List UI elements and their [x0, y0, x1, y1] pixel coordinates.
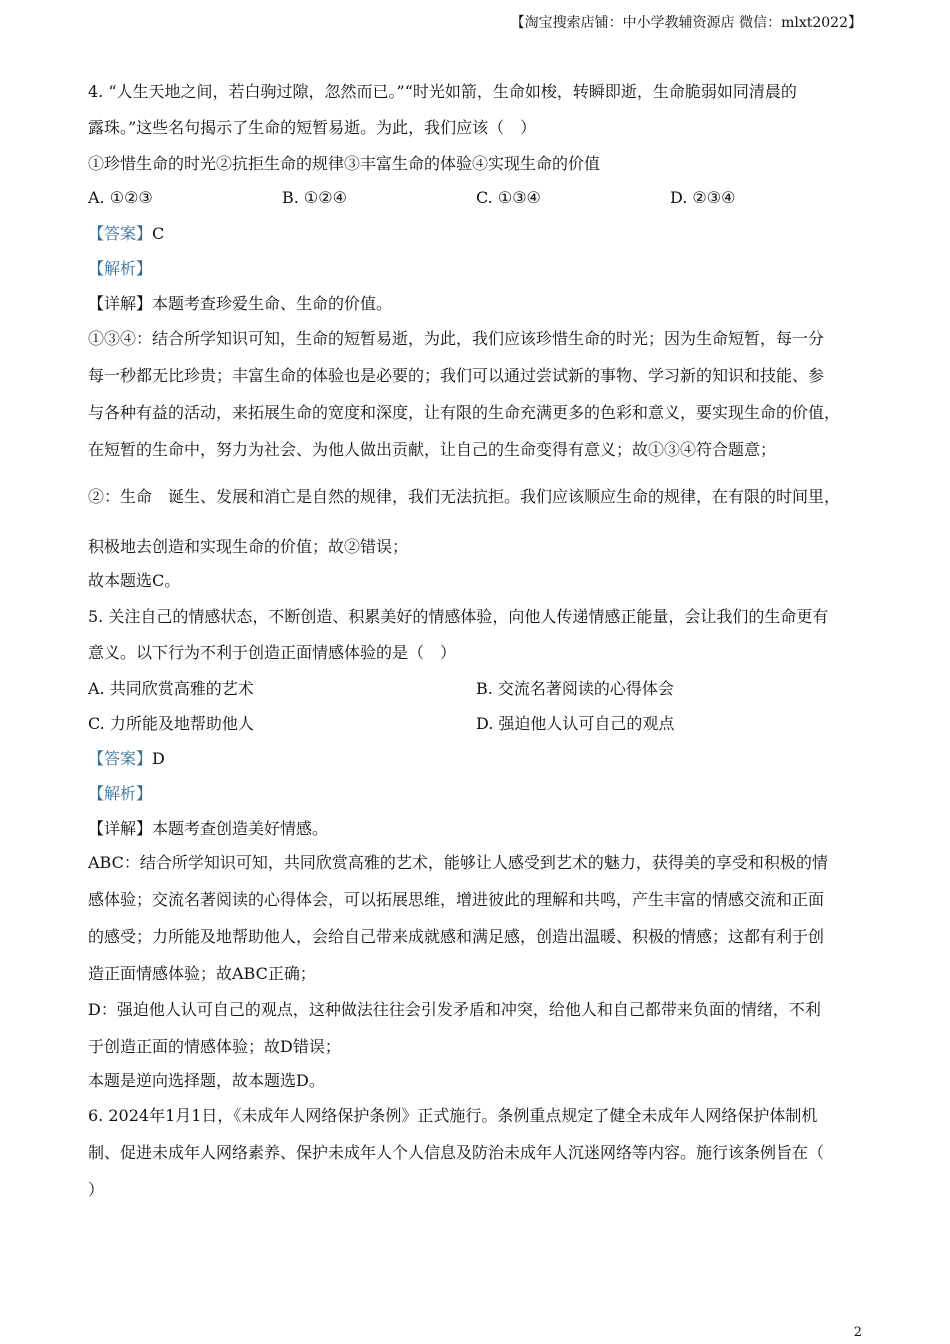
page-number: 2 — [853, 1325, 862, 1340]
q5-detail-line-7: 于创造正面的情感体验；故D错误； — [88, 1037, 341, 1056]
q6-stem-line-3: ） — [88, 1180, 105, 1199]
q4-detail-line-1: 【详解】本题考查珍爱生命、生命的价值。 — [88, 294, 393, 313]
q5-analysis-tag: 【解析】 — [88, 784, 153, 803]
answer-tag: 【答案】 — [88, 224, 153, 243]
q4-option-c: C. ①③④ — [476, 188, 541, 207]
q5-option-c: C. 力所能及地帮助他人 — [88, 714, 254, 733]
page-header: 【淘宝搜索店铺：中小学教辅资源店 微信：mlxt2022】 — [510, 15, 862, 31]
answer-tag: 【答案】 — [88, 749, 153, 768]
q5-stem-line-2: 意义。以下行为不利于创造正面情感体验的是（ ） — [88, 643, 457, 662]
q6-stem-line-1: 6. 2024年1月1日，《未成年人网络保护条例》正式施行。条例重点规定了健全未成年人网络保护体制机 — [88, 1106, 818, 1125]
q5-answer: D — [152, 749, 165, 768]
q5-option-d: D. 强迫他人认可自己的观点 — [476, 714, 675, 733]
q6-stem-line-2: 制、促进未成年人网络素养、保护未成年人个人信息及防治未成年人沉迷网络等内容。施行该条例旨在（ — [88, 1143, 825, 1162]
q5-detail-line-8: 本题是逆向选择题，故本题选D。 — [88, 1071, 325, 1090]
q4-detail-line-2: ①③④：结合所学知识可知，生命的短暂易逝，为此，我们应该珍惜生命的时光；因为生命短暂，每一分 — [88, 329, 825, 348]
q4-analysis-tag: 【解析】 — [88, 259, 153, 278]
q4-detail-line-8: 故本题选C。 — [88, 571, 181, 590]
q4-items: ①珍惜生命的时光②抗拒生命的规律③丰富生命的体验④实现生命的价值 — [88, 154, 601, 173]
q5-detail-line-4: 的感受；力所能及地帮助他人，会给自己带来成就感和满足感，创造出温暖、积极的情感；这都有利于创 — [88, 927, 825, 946]
q4-detail-line-4: 与各种有益的活动，来拓展生命的宽度和深度，让有限的生命充满更多的色彩和意义，要实现生命的价值， — [88, 403, 841, 422]
q4-detail-line-5: 在短暂的生命中，努力为社会、为他人做出贡献，让自己的生命变得有意义；故①③④符合题意； — [88, 440, 777, 459]
q4-option-a: A. ①②③ — [88, 188, 153, 207]
q4-option-b: B. ①②④ — [282, 188, 347, 207]
q4-option-d: D. ②③④ — [670, 188, 736, 207]
q5-detail-line-5: 造正面情感体验；故ABC正确； — [88, 964, 316, 983]
q4-stem-line-2: 露珠。”这些名句揭示了生命的短暂易逝。为此，我们应该（ ） — [88, 118, 537, 137]
q5-detail-line-1: 【详解】本题考查创造美好情感。 — [88, 819, 329, 838]
q4-detail-line-3: 每一秒都无比珍贵；丰富生命的体验也是必要的；我们可以通过尝试新的事物、学习新的知识和技能、参 — [88, 366, 825, 385]
q5-detail-line-3: 感体验；交流名著阅读的心得体会，可以拓展思维，增进彼此的理解和共鸣，产生丰富的情感交流和正面 — [88, 890, 825, 909]
q5-option-a: A. 共同欣赏高雅的艺术 — [88, 679, 254, 698]
q5-option-b: B. 交流名著阅读的心得体会 — [476, 679, 674, 698]
q4-answer-line — [88, 224, 164, 244]
q4-answer: C — [152, 224, 165, 243]
q5-detail-line-6: D：强迫他人认可自己的观点，这种做法往往会引发矛盾和冲突，给他人和自己都带来负面的情绪，不利 — [88, 1000, 821, 1019]
q5-stem-line-1: 5. 关注自己的情感状态，不断创造、积累美好的情感体验，向他人传递情感正能量，会让我们的生命更有 — [88, 607, 829, 626]
q4-detail-line-6: ②：生命 诞生、发展和消亡是自然的规律，我们无法抗拒。我们应该顺应生命的规律，在有限的时间里， — [88, 487, 841, 506]
q5-detail-line-2: ABC：结合所学知识可知，共同欣赏高雅的艺术，能够让人感受到艺术的魅力，获得美的享受和积极的情 — [88, 853, 828, 872]
q4-detail-line-7: 积极地去创造和实现生命的价值；故②错误； — [88, 537, 409, 556]
q5-answer-line — [88, 749, 165, 769]
q4-stem-line-1: 4. “人生天地之间，若白驹过隙，忽然而已。”“时光如箭，生命如梭，转瞬即逝，生命脆弱如同清晨的 — [88, 82, 797, 101]
